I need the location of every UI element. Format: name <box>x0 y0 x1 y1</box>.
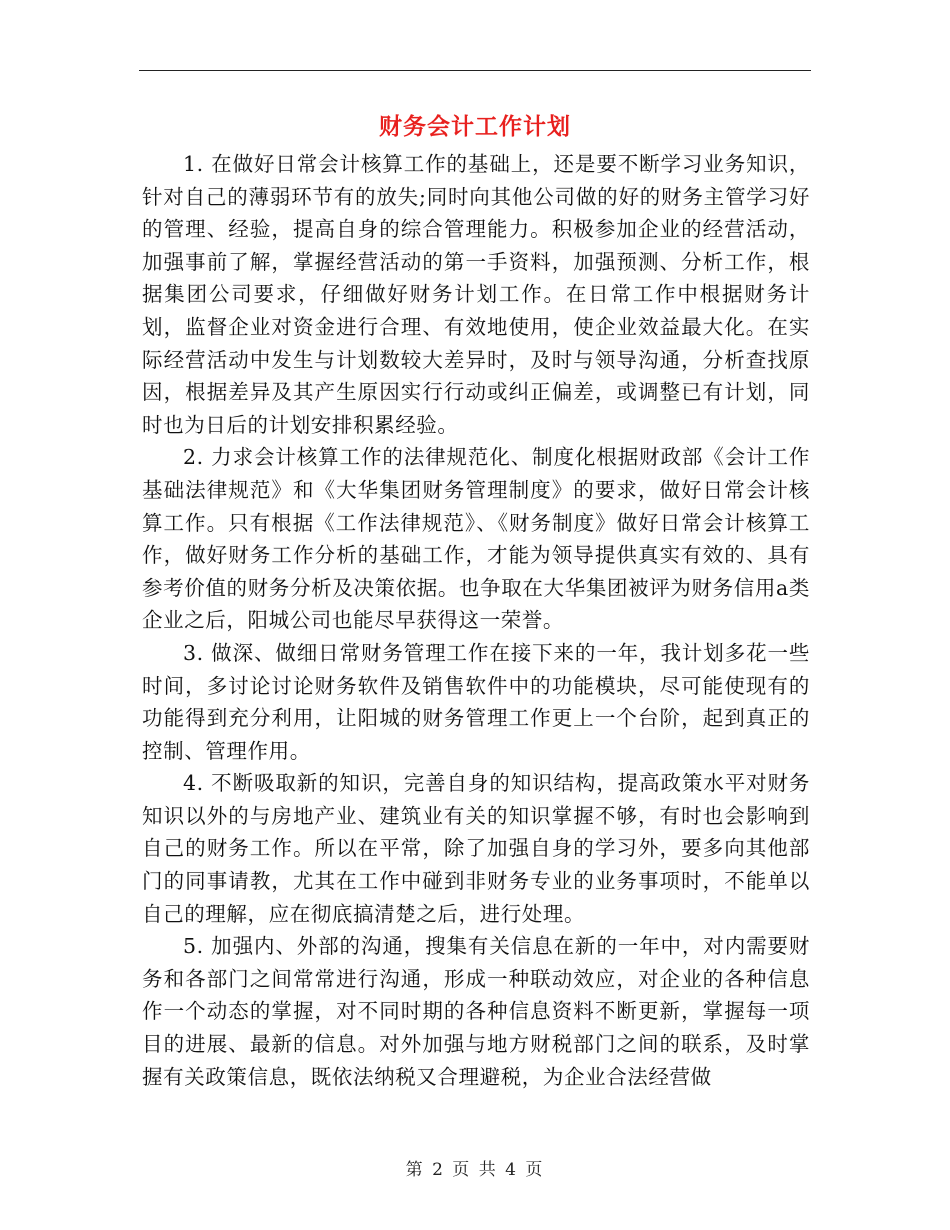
paragraph-2: 2. 力求会计核算工作的法律规范化、制度化根据财政部《会计工作基础法律规范》和《大华集团财务管理制度》的要求，做好日常会计核算工作。只有根据《工作法律规范》、《财务制度》做好日常会计核算工作，做好财务工作分析的基础工作，才能为领导提供真实有效的、具有参考价值的财务分析及决策依据。也争取在大华集团被评为财务信用a类企业之后，阳城公司也能尽早获得这一荣誉。 <box>142 445 810 633</box>
paragraph-3: 3. 做深、做细日常财务管理工作在接下来的一年，我计划多花一些时间，多讨论讨论财务软件及销售软件中的功能模块，尽可能使现有的功能得到充分利用，让阳城的财务管理工作更上一个台阶，起到真正的控制、管理作用。 <box>142 640 810 763</box>
paragraph-4: 4. 不断吸取新的知识，完善自身的知识结构，提高政策水平对财务知识以外的与房地产业、建筑业有关的知识掌握不够，有时也会影响到自己的财务工作。所以在平常，除了加强自身的学习外，要多向其他部门的同事请教，尤其在工作中碰到非财务专业的业务事项时，不能单以自己的理解，应在彻底搞清楚之后，进行处理。 <box>142 771 810 926</box>
document-title: 财务会计工作计划 <box>379 113 571 140</box>
header-rule <box>139 70 811 71</box>
document-body <box>142 148 810 1093</box>
paragraph-5: 5. 加强内、外部的沟通，搜集有关信息在新的一年中，对内需要财务和各部门之间常常进行沟通，形成一种联动效应，对企业的各种信息作一个动态的掌握，对不同时期的各种信息资料不断更新，掌握每一项目的进展、最新的信息。对外加强与地方财税部门之间的联系，及时掌握有关政策信息，既依法纳税又合理避税，为企业合法经营做 <box>142 934 810 1089</box>
paragraph-1: 1. 在做好日常会计核算工作的基础上，还是要不断学习业务知识，针对自己的薄弱环节有的放失;同时向其他公司做的好的财务主管学习好的管理、经验，提高自身的综合管理能力。积极参加企业的经营活动，加强事前了解，掌握经营活动的第一手资料，加强预测、分析工作，根据集团公司要求，仔细做好财务计划工作。在日常工作中根据财务计划，监督企业对资金进行合理、有效地使用，使企业效益最大化。在实际经营活动中发生与计划数较大差异时，及时与领导沟通，分析查找原因，根据差异及其产生原因实行行动或纠正偏差，或调整已有计划，同时也为日后的计划安排积累经验。 <box>142 152 810 437</box>
page-number-footer: 第 2 页 共 4 页 <box>405 1160 545 1180</box>
